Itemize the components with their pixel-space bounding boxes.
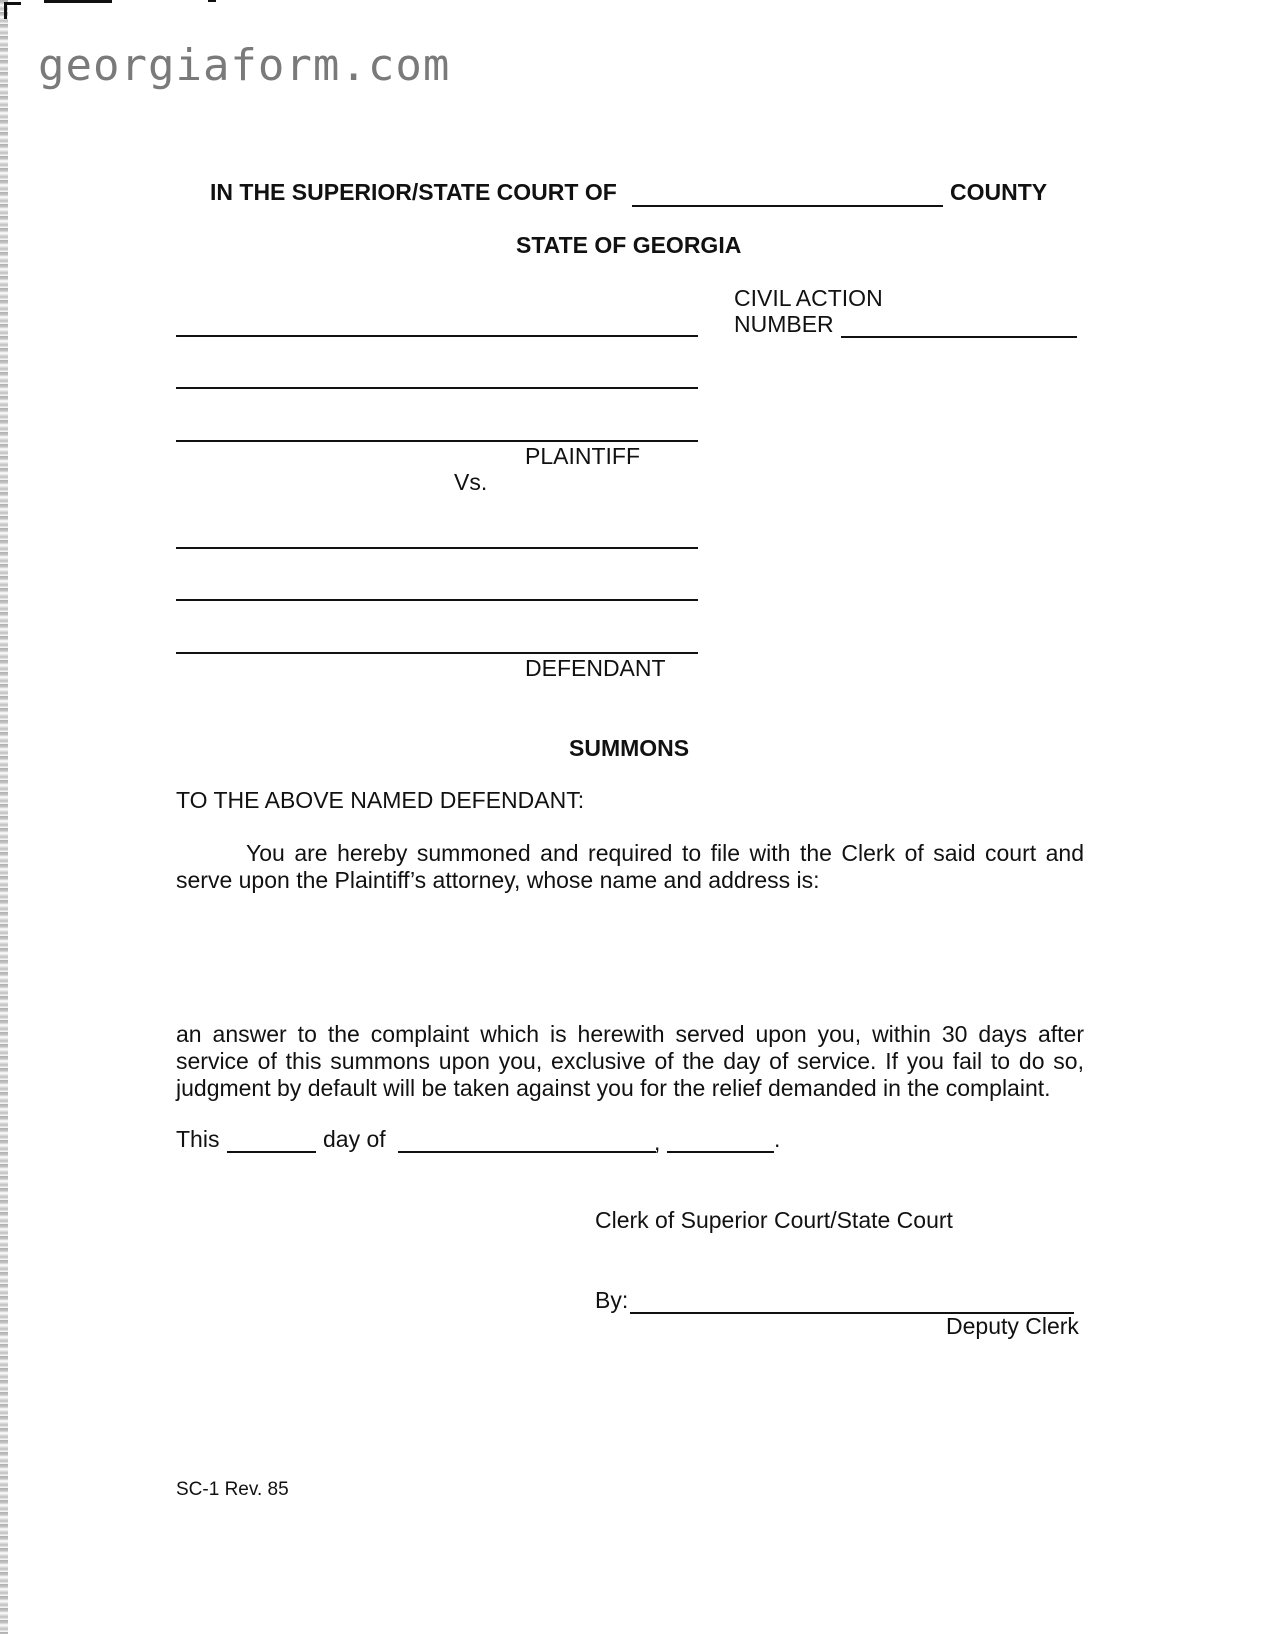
clerk-title: Clerk of Superior Court/State Court bbox=[595, 1207, 953, 1233]
civil-action-label: CIVIL ACTION bbox=[734, 285, 883, 311]
civil-action-number-line[interactable] bbox=[841, 336, 1077, 338]
summons-paragraph-2: an answer to the complaint which is herewith served upon you, within 30 days after service of this summons upon you, exclusive of the day of service. If you fail to do so, judgment by default will be taken against you for the relief demanded in the complaint. bbox=[176, 1021, 1084, 1101]
scan-top-dot bbox=[208, 0, 216, 2]
court-header-prefix: IN THE SUPERIOR/STATE COURT OF bbox=[210, 179, 617, 205]
county-name-line[interactable] bbox=[632, 205, 943, 207]
by-label: By: bbox=[595, 1287, 629, 1313]
deputy-clerk-label: Deputy Clerk bbox=[946, 1313, 1079, 1339]
defendant-line-2[interactable] bbox=[176, 599, 698, 601]
summons-title: SUMMONS bbox=[569, 735, 690, 761]
month-line[interactable] bbox=[398, 1151, 656, 1153]
day-of-label: day of bbox=[323, 1126, 386, 1152]
number-label: NUMBER bbox=[734, 311, 834, 337]
scan-top-mark bbox=[44, 0, 112, 3]
defendant-line-1[interactable] bbox=[176, 547, 698, 549]
this-label: This bbox=[176, 1126, 220, 1152]
defendant-label: DEFENDANT bbox=[525, 655, 666, 681]
scan-corner-mark bbox=[4, 2, 21, 19]
plaintiff-label: PLAINTIFF bbox=[525, 443, 641, 469]
date-comma: , bbox=[654, 1129, 661, 1155]
scan-edge-artifact bbox=[0, 0, 8, 1634]
defendant-line-3[interactable] bbox=[176, 652, 698, 654]
watermark-text: georgiaform.com bbox=[38, 40, 451, 91]
versus-label: Vs. bbox=[454, 469, 488, 495]
plaintiff-line-3[interactable] bbox=[176, 440, 698, 442]
court-header-suffix: COUNTY bbox=[950, 179, 1048, 205]
day-number-line[interactable] bbox=[227, 1151, 316, 1153]
plaintiff-line-1[interactable] bbox=[176, 335, 698, 337]
year-line[interactable] bbox=[667, 1151, 774, 1153]
date-period: . bbox=[774, 1126, 781, 1152]
addressee-line: TO THE ABOVE NAMED DEFENDANT: bbox=[176, 787, 585, 813]
plaintiff-line-2[interactable] bbox=[176, 387, 698, 389]
state-title: STATE OF GEORGIA bbox=[516, 232, 742, 258]
form-code: SC-1 Rev. 85 bbox=[176, 1479, 289, 1500]
summons-paragraph-1: You are hereby summoned and required to file with the Clerk of said court and serve upon the Plaintiff’s attorney, whose name and address is: bbox=[176, 840, 1084, 893]
